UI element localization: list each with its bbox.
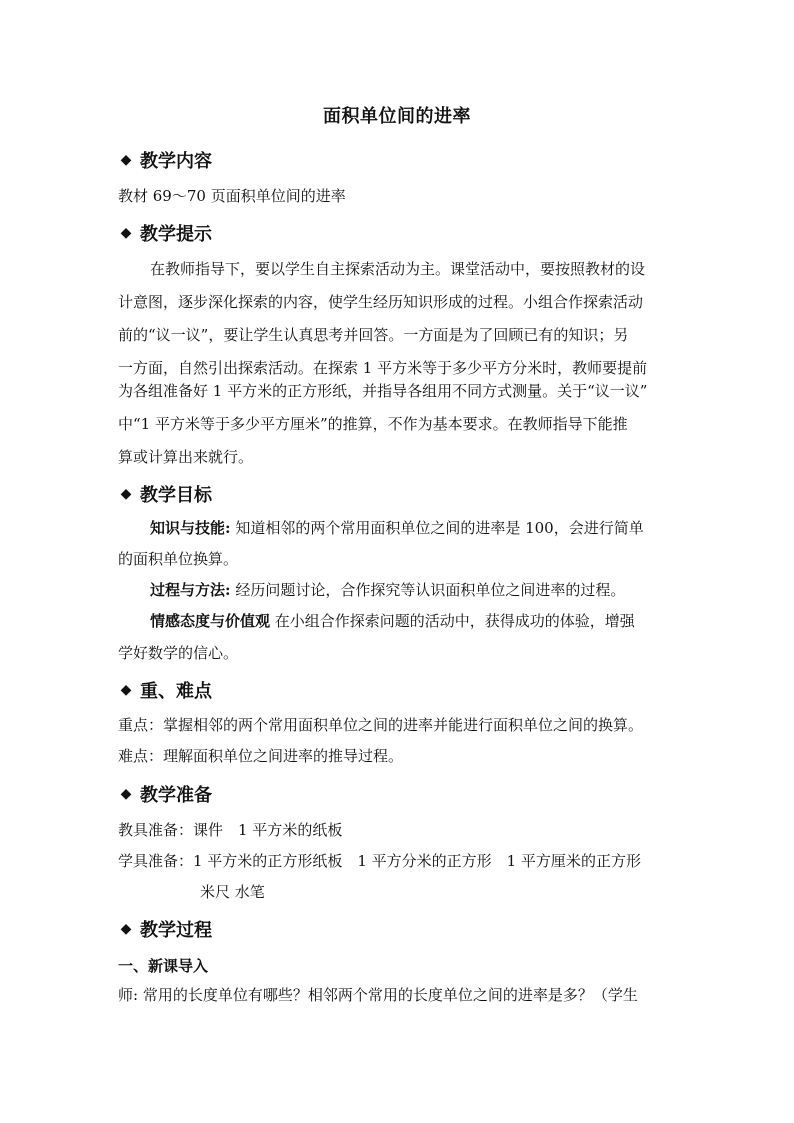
goal-knowledge-cont: 的面积单位换算。 [118,550,239,568]
diamond-bullet-icon: ◆ [120,921,132,937]
section-heading-content [118,147,212,173]
difficult-point-text: 难点：理解面积单位之间进率的推导过程。 [118,747,404,765]
goal-process-text: 经历问题讨论，合作探究等认识面积单位之间进率的过程。 [235,581,626,599]
teacher-preparation: 教具准备：课件 1 平方米的纸板 [118,821,343,839]
goal-process-label: 过程与方法: [150,581,231,599]
section-heading-label: 教学过程 [140,920,212,941]
tips-line: 在教师指导下，要以学生自主探索活动为主。课堂活动中，要按照教材的设 [150,260,646,278]
goal-knowledge-label: 知识与技能: [150,519,231,537]
student-preparation: 学具准备：1 平方米的正方形纸板 1 平方分米的正方形 1 平方厘米的正方形 [118,852,641,870]
tips-line: 一方面，自然引出探索活动。在探索 1 平方米等于多少平方分米时，教师要提前 [118,359,648,377]
tips-line: 算或计算出来就行。 [118,448,254,466]
section-heading-preparation [118,781,212,807]
diamond-bullet-icon: ◆ [120,682,132,698]
tips-line: 中“1 平方米等于多少平方厘米”的推算，不作为基本要求。在教师指导下能推 [118,415,628,433]
goal-emotion-cont: 学好数学的信心。 [118,644,239,662]
section-heading-label: 重、难点 [140,681,212,702]
section-heading-label: 教学提示 [140,224,212,245]
goal-emotion-text: 在小组合作探索问题的活动中，获得成功的体验，增强 [274,612,635,630]
section-heading-key-points [118,677,212,703]
tips-line: 前的“议一议”，要让学生认真思考并回答。一方面是为了回顾已有的知识；另 [118,326,629,344]
goal-knowledge [150,518,678,538]
goal-emotion [150,611,678,631]
section-heading-label: 教学内容 [140,151,212,172]
section-heading-goals [118,481,212,507]
goal-process [150,580,678,600]
goal-emotion-label: 情感态度与价值观 [150,612,271,630]
tips-line: 为各组准备好 1 平方米的正方形纸，并指导各组用不同方式测量。关于“议一议” [118,382,648,400]
diamond-bullet-icon: ◆ [120,152,132,168]
content-text: 教材 69～70 页面积单位间的进率 [118,187,346,205]
key-point-text: 重点：掌握相邻的两个常用面积单位之间的进率并能进行面积单位之间的换算。 [118,716,644,734]
process-text: 师: 常用的长度单位有哪些？相邻两个常用的长度单位之间的进率是多？（学生 [118,986,638,1004]
diamond-bullet-icon: ◆ [120,225,132,241]
section-heading-process [118,916,212,942]
goal-knowledge-text: 知道相邻的两个常用面积单位之间的进率是 100，会进行简单 [235,519,644,537]
section-heading-tips [118,220,212,246]
diamond-bullet-icon: ◆ [120,486,132,502]
document-title: 面积单位间的进率 [323,106,471,127]
student-preparation-cont: 米尺 水笔 [200,883,265,901]
section-heading-label: 教学目标 [140,485,212,506]
diamond-bullet-icon: ◆ [120,786,132,802]
process-subheading: 一、新课导入 [118,957,209,975]
section-heading-label: 教学准备 [140,785,212,806]
tips-line: 计意图，逐步深化探索的内容，使学生经历知识形成的过程。小组合作探索活动 [118,293,644,311]
